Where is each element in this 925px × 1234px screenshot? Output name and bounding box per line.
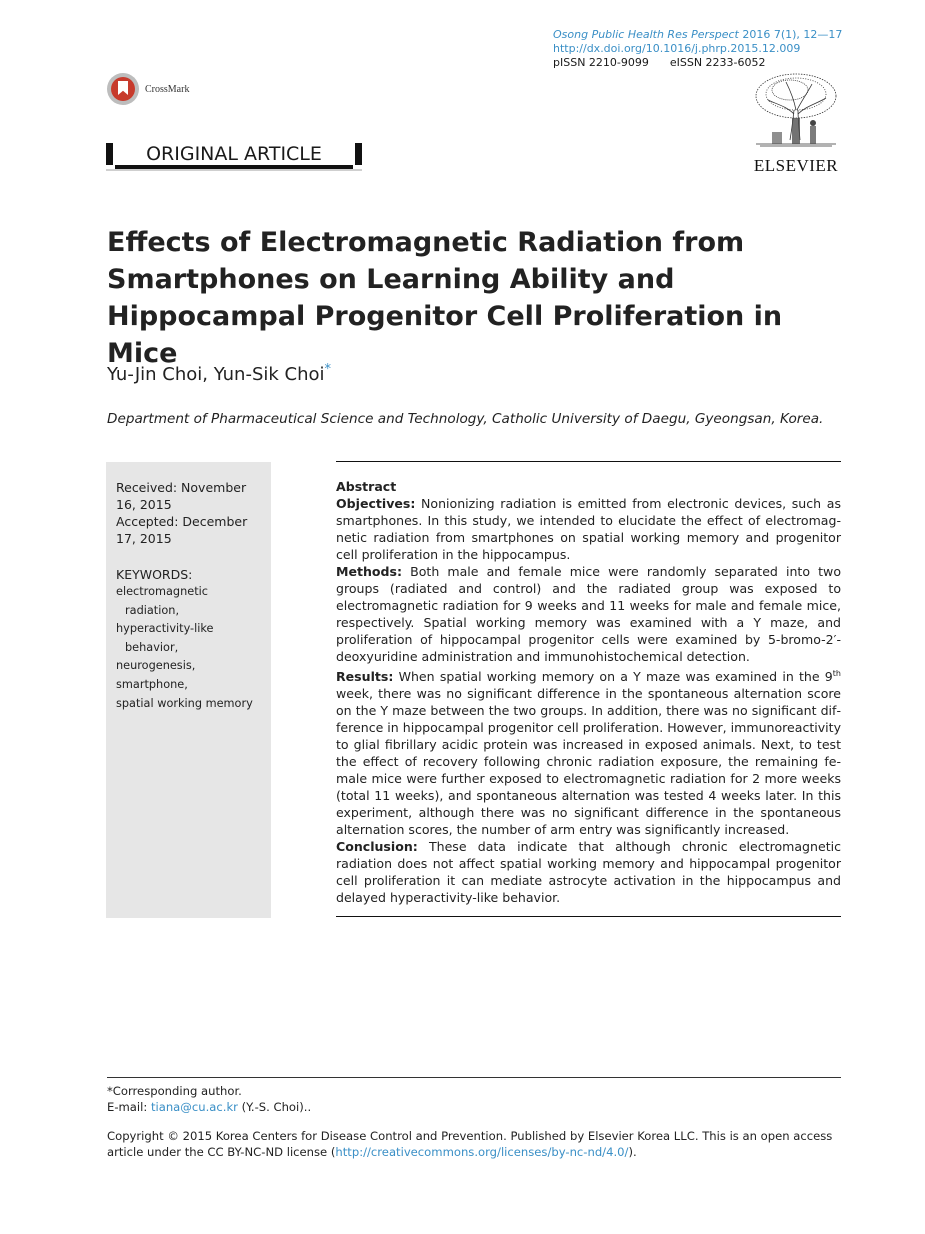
footnote-rule	[107, 1077, 841, 1078]
keyword-item: spatial working memory	[116, 696, 253, 710]
article-title	[107, 224, 847, 372]
keywords-heading: KEYWORDS:	[116, 567, 193, 582]
keyword-item: smartphone,	[116, 677, 188, 691]
title-line: Smartphones on Learning Ability and	[107, 264, 675, 295]
doi-link[interactable]: http://dx.doi.org/10.1016/j.phrp.2015.12.009	[553, 42, 801, 55]
keyword-item: hyperactivity-like behavior,	[116, 622, 214, 654]
abstract-results: Results: When spatial working memory on a Y maze was examined in the 9th week, there was no significant difference in the spontaneous alternation score on the Y maze between the two groups. In addition, there was no significant difference in hippocampal progenitor cell proliferation. However, immunoreactivity to glial fibrillary acidic protein was increased in exposed animals. Next, to test the effect of recovery following chronic radiation exposure, the remaining female mice were further exposed to electromagnetic radiation for 2 more weeks (total 11 weeks), and spontaneous alternation was tested 4 weeks later. In this experiment, although there was no significant difference in the spontaneous alternation scores, the number of arm entry was significantly increased.	[336, 669, 841, 838]
crossmark-icon	[107, 73, 139, 105]
crossmark-badge[interactable]	[107, 71, 189, 107]
journal-name[interactable]: Osong Public Health Res Perspect	[553, 28, 739, 41]
abstract-section	[336, 461, 841, 917]
journal-volume[interactable]: 2016 7(1), 12—17	[738, 28, 843, 41]
pissn: pISSN 2210-9099	[553, 56, 649, 69]
abstract-top-rule	[336, 461, 841, 462]
keyword-item: neurogenesis,	[116, 659, 196, 673]
abstract-body	[336, 478, 841, 906]
corresponding-author-note: *Corresponding author.	[107, 1084, 242, 1098]
license-link[interactable]: http://creativecommons.org/licenses/by-nc-nd/4.0/	[335, 1145, 629, 1159]
author-names: Yu-Jin Choi, Yun-Sik Choi	[107, 364, 325, 385]
email-line: E-mail: tiana@cu.ac.kr (Y.-S. Choi)..	[107, 1100, 312, 1114]
article-type-label: ORIGINAL ARTICLE	[146, 143, 322, 165]
keyword-item: electromagnetic radiation,	[116, 585, 208, 617]
journal-reference	[553, 28, 842, 70]
elsevier-wordmark: ELSEVIER	[753, 156, 839, 175]
abstract-heading: Abstract	[336, 479, 397, 494]
abstract-conclusion: Conclusion: These data indicate that although chronic electromagnetic radiation does not affect spatial working memory and hippocampal progenitor cell proliferation it can mediate astrocyte activation in the hippocampus and delayed hyperactivity-like behavior.	[336, 839, 841, 906]
received-date: Received: November 16, 2015	[116, 480, 247, 512]
abstract-objectives: Objectives: Nonionizing radiation is emitted from electronic devices, such as smartphones. In this study, we intended to elucidate the effect of electromagnetic radiation from smartphones on spatial working memory and progenitor cell proliferation in the hippocampus.	[336, 496, 841, 562]
abstract-methods: Methods: Both male and female mice were randomly separated into two groups (radiated and control) and the radiated group was exposed to electromagnetic radiation for 9 weeks and 11 weeks for male and female mice, respectively. Spatial working memory was examined with a Y maze, and proliferation of hippocampal progenitor cells were examined by 5-bromo-2′-deoxyuridine administration and immunohistochemical detection.	[336, 564, 841, 664]
abstract-bottom-rule	[336, 916, 841, 917]
corresponding-author-mark[interactable]: *	[324, 362, 332, 377]
title-line: Hippocampal Progenitor Cell Proliferation in Mice	[107, 301, 783, 369]
journal-citation	[553, 28, 842, 42]
crossmark-label: CrossMark	[145, 83, 190, 95]
article-type-banner	[106, 143, 362, 171]
eissn: eISSN 2233-6052	[669, 56, 766, 69]
author-list	[107, 362, 331, 385]
affiliation: Department of Pharmaceutical Science and Technology, Catholic University of Daegu, Gyeongsan, Korea.	[107, 411, 824, 427]
keyword-list	[116, 583, 262, 713]
article-info-sidebar	[106, 462, 271, 918]
accepted-date: Accepted: December 17, 2015	[116, 514, 248, 546]
elsevier-tree-icon	[750, 70, 842, 148]
issn-line	[553, 56, 842, 70]
elsevier-logo	[750, 70, 842, 176]
copyright-notice: Copyright © 2015 Korea Centers for Disease Control and Prevention. Published by Elsevier Korea LLC. This is an open access article under the CC BY-NC-ND license (http://creativecommons.org/licenses/by-nc-nd/4.0/).	[107, 1129, 833, 1159]
title-line: Effects of Electromagnetic Radiation from	[107, 227, 745, 258]
footnote-section	[107, 1077, 841, 1160]
email-link[interactable]: tiana@cu.ac.kr	[150, 1100, 238, 1114]
